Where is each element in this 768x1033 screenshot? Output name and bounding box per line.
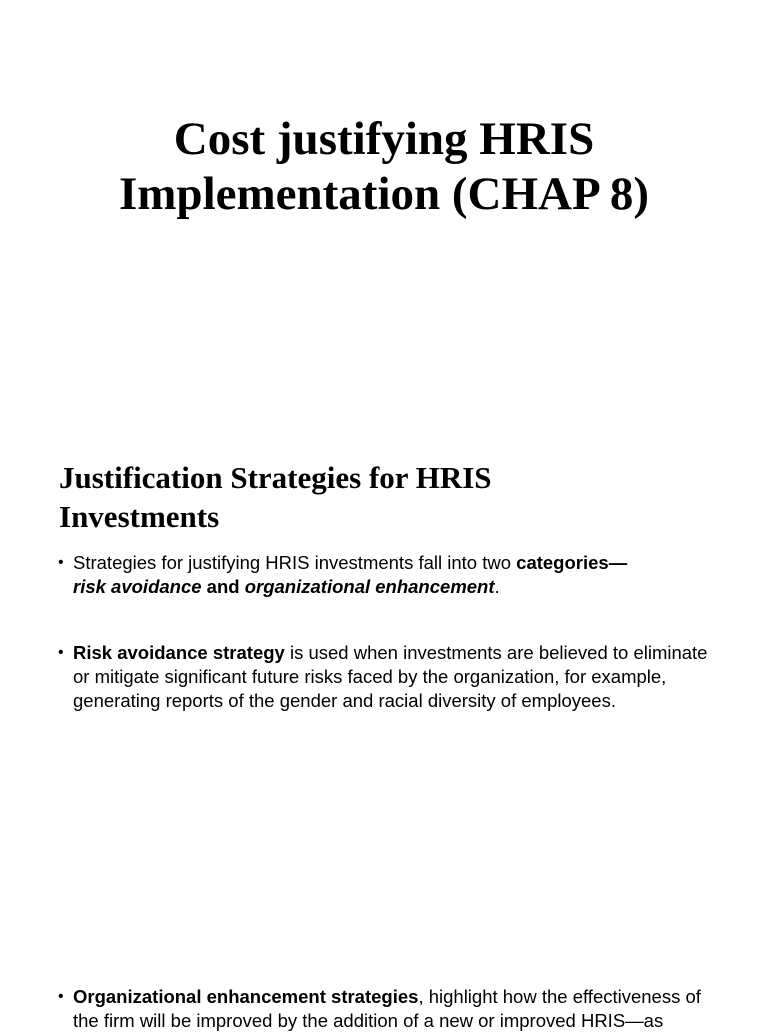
section-heading [59, 458, 719, 536]
section-heading-line-2: Investments [59, 499, 220, 534]
bullet-text: is used when investments are believed to eliminate or mitigate significant future risks faced by the organization, for example, generating reports of the gender and racial diversity of employees. [73, 642, 708, 711]
slide-title-line-2: Implementation (CHAP 8) [118, 168, 649, 220]
bullet-text: Strategies for justifying HRIS investments fall into two [73, 552, 517, 573]
bullet-bold-text: and [201, 576, 245, 597]
bullet-text: . [494, 576, 500, 597]
bullet-bold-text: Risk avoidance strategy [73, 642, 285, 663]
bullet-bold-text: categories— [516, 552, 628, 573]
slide-title [0, 112, 768, 222]
bullet-item-organizational-enhancement [58, 985, 718, 1033]
bullet-dot: • [58, 988, 64, 1005]
bullet-dot: • [58, 644, 64, 661]
bullet-text: , highlight how the effectiveness of the firm will be improved by the addition of a new or improved HRIS—as [73, 986, 701, 1031]
section-heading-line-1: Justification Strategies for HRIS [59, 460, 492, 495]
bullet-dot: • [58, 554, 64, 571]
bullet-item-categories [58, 551, 718, 599]
bullet-bold-text: Organizational enhancement strategies [73, 986, 419, 1007]
bullet-bold-italic-text: risk avoidance [73, 576, 202, 597]
bullet-bold-italic-text: organizational enhancement [244, 576, 495, 597]
bullet-item-risk-avoidance [58, 641, 718, 713]
slide-title-line-1: Cost justifying HRIS [173, 113, 595, 165]
